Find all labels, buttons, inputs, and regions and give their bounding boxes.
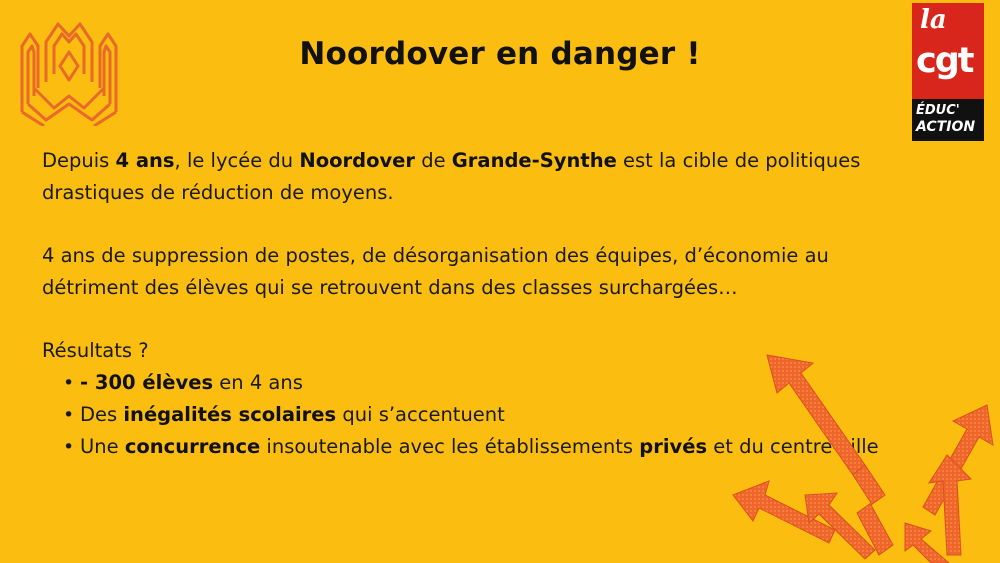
emphasis: Noordover [299, 149, 416, 172]
text: Depuis [42, 149, 116, 172]
emphasis: - 300 élèves [80, 371, 214, 394]
educ-action-block [912, 99, 984, 141]
emphasis: privés [639, 435, 708, 458]
emphasis: inégalités scolaires [123, 403, 337, 426]
text: et du centre-ville [707, 435, 879, 458]
text: , le lycée du [174, 149, 300, 172]
cgt-logo-la: la [920, 5, 947, 35]
text: insoutenable avec les établissements [260, 435, 640, 458]
emphasis: Grande-Synthe [451, 149, 617, 172]
decorative-arrows-icon [725, 345, 1000, 563]
text: Une [80, 435, 125, 458]
emphasis: 4 ans [115, 149, 175, 172]
text: qui s’accentuent [336, 403, 505, 426]
page-title: Noordover en danger ! [299, 36, 701, 72]
text: en 4 ans [213, 371, 303, 394]
results-heading: Résultats ? [42, 339, 149, 362]
cgt-logo-red-block [912, 3, 984, 99]
cgt-logo [912, 3, 984, 143]
paragraph-intro [42, 145, 922, 209]
paragraph-cuts: 4 ans de suppression de postes, de désorganisation des équipes, d’économie au détriment des élèves qui se retrouvent dans des classes surchargées… [42, 244, 829, 299]
educ-label: ÉDUC' [916, 103, 960, 118]
cgt-logo-word: cgt [916, 41, 973, 81]
text: Des [80, 403, 124, 426]
text: est la cible de politiques drastiques de réduction de moyens. [42, 149, 861, 204]
emphasis: concurrence [124, 435, 261, 458]
text: de [415, 149, 452, 172]
action-label: ACTION [916, 119, 976, 135]
